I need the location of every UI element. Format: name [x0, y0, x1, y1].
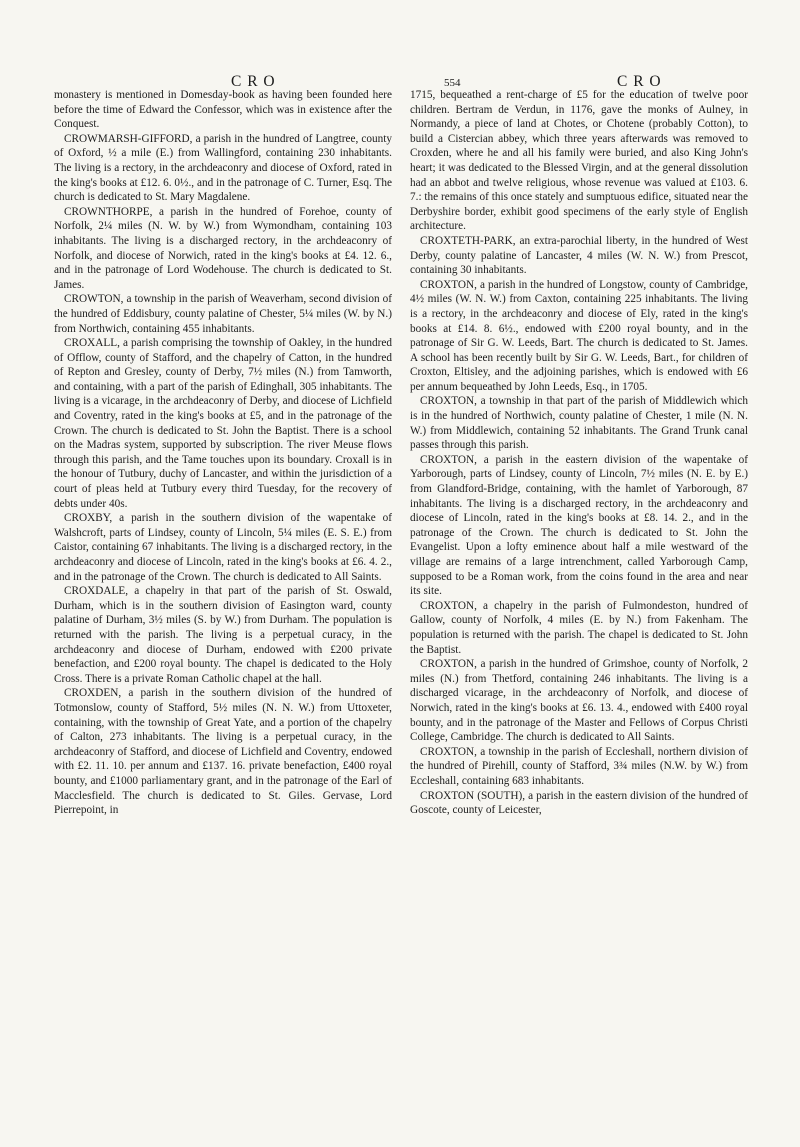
entry-paragraph: CROXTON, a township in the parish of Eccleshall, northern division of the hundred of Pirehill, county of Stafford, 3¾ miles (N.W. by W.) from Eccleshall, containing 683 inhabitants. [410, 745, 748, 787]
entry-paragraph: CROXTON, a parish in the hundred of Longstow, county of Cambridge, 4½ miles (W. N. W.) from Caxton, containing 225 inhabitants. The living is a rectory, in the archdeaconry and diocese of Ely, rated in the king's books at £14. 8. 6½., endowed with £200 royal bounty, and in the patronage of Sir G. W. Leeds, Bart. The church is dedicated to St. James. A school has been recently built by Sir G. W. Leeds, Bart., for children of Croxton, Eltisley, and the adjoining parishes, which is endowed with £6 per annum bequeathed by John Leeds, Esq., in 1705. [410, 278, 748, 393]
page-number: 554 [444, 77, 461, 89]
entry-paragraph: 1715, bequeathed a rent-charge of £5 for the education of twelve poor children. Bertram de Verdun, in 1176, gave the monks of Aulney, in Normandy, a piece of land at Chotes, or Chotene (probably Cotton), to build a Cistercian abbey, which three years afterwards was removed to Croxden, where he and all his family were buried, and also King John's heart; it was dedicated to the Blessed Virgin, and at the general dissolution had an abbot and twelve religious, whose revenue was valued at £103. 6. 7.: the remains of this once stately and sumptuous edifice, situated near the Derbyshire border, exhibit good specimens of the early style of English architecture. [410, 89, 748, 233]
entry-paragraph: CROWNTHORPE, a parish in the hundred of Forehoe, county of Norfolk, 2¼ miles (N. W. by W.) from Wymondham, containing 103 inhabitants. The living is a discharged rectory, in the archdeaconry of Norfolk, and diocese of Norwich, rated in the king's books at £4. 12. 6., and in the patronage of Lord Wodehouse. The church is dedicated to St. James. [54, 205, 392, 291]
right-column [410, 88, 748, 818]
entry-paragraph: CROXTETH-PARK, an extra-parochial liberty, in the hundred of West Derby, county palatine of Lancaster, 4 miles (W. N. W.) from Prescot, containing 30 inhabitants. [410, 234, 748, 277]
entry-paragraph: CROXTON (SOUTH), a parish in the eastern division of the hundred of Goscote, county of Leicester, [410, 789, 748, 817]
left-column [54, 88, 392, 818]
entry-paragraph: CROXTON, a chapelry in the parish of Fulmondeston, hundred of Gallow, county of Norfolk, 4 miles (E. by N.) from Fakenham. The population is returned with the parish. The chapel is dedicated to St. John the Baptist. [410, 599, 748, 656]
entry-paragraph: CROXALL, a parish comprising the township of Oakley, in the hundred of Offlow, county of Stafford, and the chapelry of Catton, in the hundred of Repton and Gresley, county of Derby, 7½ miles (N.) from Tamworth, and containing, with a part of the parish of Edinghall, 305 inhabitants. The living is a vicarage, in the archdeaconry of Derby, and diocese of Lichfield and Coventry, rated in the king's books at £5, and in the patronage of the Crown. The church is dedicated to St. John the Baptist. There is a school on the Madras system, supported by subscription. The river Meuse flows through this parish, and the Tame touches upon its boundary. Croxall is in the honour of Tutbury, duchy of Lancaster, and within the jurisdiction of a court of pleas held at Tutbury every third Tuesday, for the recovery of debts under 40s. [54, 337, 392, 510]
entry-paragraph: CROXTON, a parish in the hundred of Grimshoe, county of Norfolk, 2 miles (N.) from Thetford, containing 246 inhabitants. The living is a discharged vicarage, in the archdeaconry of Norfolk, and diocese of Norwich, rated in the king's books at £6. 13. 4., endowed with £400 royal bounty, and in the patronage of the Master and Fellows of Corpus Christi College, Cambridge. The church is dedicated to All Saints. [410, 658, 748, 744]
entry-paragraph: CROXTON, a township in that part of the parish of Middlewich which is in the hundred of Northwich, county palatine of Chester, 1 mile (N. N. W.) from Middlewich, containing 52 inhabitants. The Grand Trunk canal passes through this parish. [410, 395, 748, 452]
text-columns [54, 88, 748, 818]
entry-paragraph: CROWMARSH-GIFFORD, a parish in the hundred of Langtree, county of Oxford, ½ a mile (E.) from Wallingford, containing 230 inhabitants. The living is a rectory, in the archdeaconry and diocese of Oxford, rated in the king's books at £12. 6. 0½., and in the patronage of C. Turner, Esq. The church is dedicated to St. Mary Magdalene. [54, 132, 392, 204]
entry-paragraph: CROXDEN, a parish in the southern division of the hundred of Totmonslow, county of Stafford, 5½ miles (N. N. W.) from Uttoxeter, containing, with the township of Great Yate, and a portion of the chapelry of Calton, 273 inhabitants. The living is a perpetual curacy, in the archdeaconry of Stafford, and diocese of Lichfield and Coventry, endowed with £2. 11. 10. per annum and £137. 16. private benefaction, £400 royal bounty, and £1000 parliamentary grant, and in the patronage of the Earl of Macclesfield. The church is dedicated to St. Giles. Gervase, Lord Pierrepoint, in [54, 687, 392, 817]
entry-paragraph: CROXBY, a parish in the southern division of the wapentake of Walshcroft, parts of Lindsey, county of Lincoln, 5¼ miles (E. S. E.) from Caistor, containing 67 inhabitants. The living is a discharged rectory, in the archdeaconry and diocese of Lincoln, rated in the king's books at £6. 4. 2., and in the patronage of the Crown. The church is dedicated to All Saints. [54, 512, 392, 583]
entry-paragraph: CROWTON, a township in the parish of Weaverham, second division of the hundred of Eddisbury, county palatine of Chester, 5¼ miles (W. by N.) from Northwich, containing 455 inhabitants. [54, 293, 392, 335]
entry-paragraph: monastery is mentioned in Domesday-book as having been founded here before the time of Edward the Confessor, which was in existence after the Conquest. [54, 89, 392, 131]
running-header [54, 0, 748, 88]
entry-paragraph: CROXTON, a parish in the eastern division of the wapentake of Yarborough, parts of Lindsey, county of Lincoln, 7½ miles (N. E. by E.) from Glandford-Bridge, containing, with the hamlet of Yarborough, 87 inhabitants. The living is a discharged rectory, in the archdeaconry and diocese of Lincoln, rated in the king's books at £8. 14. 2., and in the patronage of the Crown. The church is dedicated to St. John the Evangelist. Upon a lofty eminence about half a mile westward of the village are remains of a large intrenchment, called Yarborough Camp, supposed to be a Roman work, from the coins found in the area and near its site. [410, 453, 748, 598]
header-right: C R O [617, 73, 662, 90]
header-left: C R O [231, 73, 276, 90]
entry-paragraph: CROXDALE, a chapelry in that part of the parish of St. Oswald, Durham, which is in the southern division of Easington ward, county palatine of Durham, 3½ miles (S. by W.) from Durham. The population is returned with the parish. The living is a perpetual curacy, in the archdeaconry and diocese of Durham, endowed with £200 private benefaction, and £200 royal bounty. The chapel is dedicated to the Holy Cross. There is a private Roman Catholic chapel at the hall. [54, 585, 392, 685]
